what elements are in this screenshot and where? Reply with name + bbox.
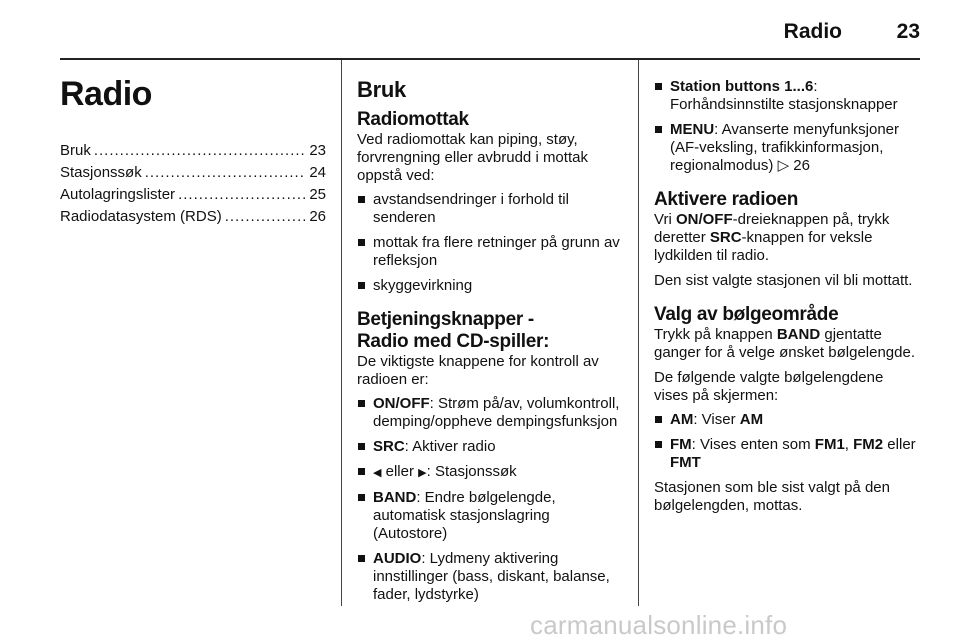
list-item bbox=[357, 277, 623, 295]
key-label: MENU bbox=[670, 121, 715, 138]
page-header bbox=[60, 0, 920, 58]
toc-entry[interactable] bbox=[60, 140, 326, 162]
key-label: BAND bbox=[776, 326, 821, 343]
bullet-icon bbox=[358, 555, 365, 562]
key-label: FM bbox=[670, 436, 692, 453]
item-text: eller bbox=[381, 463, 419, 480]
left-arrow-icon: ◀ bbox=[373, 467, 382, 479]
item-text: eller bbox=[883, 436, 916, 453]
text: Trykk på knappen bbox=[654, 326, 777, 343]
column-divider-1 bbox=[341, 60, 342, 606]
item-text: mottak fra flere retninger på grunn av refleksjon bbox=[373, 234, 620, 269]
display-value: FM2 bbox=[853, 436, 884, 453]
item-text: avstandsendringer i forhold til senderen bbox=[373, 191, 569, 226]
column-2 bbox=[357, 60, 623, 611]
key-label: ON/OFF bbox=[675, 211, 733, 228]
bullet-icon bbox=[358, 494, 365, 501]
column-divider-2 bbox=[638, 60, 639, 606]
subheading-radio-reception: Radiomottak bbox=[357, 109, 469, 130]
paragraph: Den sist valgte stasjonen vil bli mottatt. bbox=[654, 272, 913, 289]
bullet-icon bbox=[358, 196, 365, 203]
list-item bbox=[654, 411, 920, 429]
bullet-icon bbox=[358, 239, 365, 246]
page-reference-icon: ▷ bbox=[777, 157, 790, 174]
watermark: carmanualsonline.info bbox=[530, 610, 788, 640]
item-text: : Forhåndsinnstilte stasjonsknapper bbox=[670, 78, 898, 113]
item-text: : Endre bølgelengde, automatisk stasjonslagring (Autostore) bbox=[373, 489, 556, 542]
subheading-line: Betjeningsknapper - bbox=[357, 309, 534, 330]
display-value: FMT bbox=[670, 454, 701, 471]
text: -knappen for veksle lydkilden til radio. bbox=[654, 229, 873, 264]
column-3 bbox=[654, 60, 920, 515]
text: -dreieknappen på, trykk deretter bbox=[654, 211, 890, 246]
page-reference[interactable]: 26 bbox=[789, 157, 810, 174]
page-number: 23 bbox=[896, 20, 920, 43]
toc-page: 24 bbox=[309, 164, 326, 181]
key-label: ON/OFF bbox=[373, 395, 430, 412]
band-list bbox=[654, 411, 920, 472]
toc-label: Radiodatasystem (RDS) bbox=[60, 208, 222, 225]
bullet-icon bbox=[358, 468, 365, 475]
toc-leader bbox=[178, 184, 306, 206]
bullet-icon bbox=[358, 400, 365, 407]
list-item bbox=[357, 489, 623, 543]
subheading-activate-radio: Aktivere radioen bbox=[654, 189, 799, 210]
item-text: : Lydmeny aktivering innstillinger (bass, diskant, balanse, fader, lydstyrke) bbox=[373, 550, 610, 603]
key-label: SRC bbox=[373, 438, 405, 455]
bullet-icon bbox=[655, 441, 662, 448]
controls-list-continued bbox=[654, 78, 920, 175]
toc-leader bbox=[94, 140, 306, 162]
toc-entry[interactable] bbox=[60, 162, 326, 184]
column-1 bbox=[60, 60, 326, 228]
paragraph: De følgende valgte bølgelengdene vises på skjermen: bbox=[654, 369, 884, 404]
toc-leader bbox=[225, 206, 307, 228]
paragraph: Stasjonen som ble sist valgt på den bølgelengden, mottas. bbox=[654, 479, 890, 514]
text: gjentatte ganger for å velge ønsket bølgelengde. bbox=[654, 326, 915, 361]
controls-list bbox=[357, 395, 623, 604]
list-item bbox=[654, 121, 920, 175]
subheading-band-select: Valg av bølgeområde bbox=[654, 304, 839, 325]
paragraph bbox=[654, 326, 920, 362]
toc-label: Stasjonssøk bbox=[60, 164, 142, 181]
display-value: AM bbox=[739, 411, 764, 428]
text: Vri bbox=[654, 211, 676, 228]
item-text: skyggevirkning bbox=[373, 277, 473, 294]
paragraph: Ved radiomottak kan piping, støy, forvrengning eller avbrudd i mottak oppstå ved: bbox=[357, 131, 588, 184]
bullet-list bbox=[357, 191, 623, 295]
toc-label: Bruk bbox=[60, 142, 91, 159]
toc-entry[interactable] bbox=[60, 184, 326, 206]
item-text: : Avanserte menyfunksjoner (AF-veksling, trafikkinformasjon, regionalmodus) bbox=[670, 121, 899, 174]
list-item bbox=[357, 438, 623, 456]
right-arrow-icon: ▶ bbox=[418, 467, 427, 479]
bullet-icon bbox=[655, 126, 662, 133]
toc-entry[interactable] bbox=[60, 206, 326, 228]
key-label: Station buttons 1...6 bbox=[670, 78, 814, 95]
list-item bbox=[357, 550, 623, 604]
item-text: : Vises enten som bbox=[691, 436, 815, 453]
bullet-icon bbox=[655, 83, 662, 90]
chapter-title: Radio bbox=[60, 75, 152, 113]
item-text: , bbox=[844, 436, 854, 453]
paragraph: De viktigste knappene for kontroll av radioen er: bbox=[357, 353, 599, 388]
list-item bbox=[654, 436, 920, 472]
key-label: BAND bbox=[373, 489, 417, 506]
subheading-controls bbox=[357, 309, 623, 353]
list-item bbox=[357, 395, 623, 431]
display-value: FM1 bbox=[814, 436, 845, 453]
toc-page: 23 bbox=[309, 142, 326, 159]
toc-page: 26 bbox=[309, 208, 326, 225]
item-text: : Viser bbox=[693, 411, 740, 428]
paragraph bbox=[654, 211, 920, 265]
bullet-icon bbox=[358, 443, 365, 450]
toc-label: Autolagringslister bbox=[60, 186, 176, 203]
bullet-icon bbox=[358, 282, 365, 289]
list-item bbox=[357, 234, 623, 270]
item-text: : Aktiver radio bbox=[404, 438, 496, 455]
subheading-line: Radio med CD-spiller: bbox=[357, 331, 550, 352]
list-item bbox=[357, 463, 623, 482]
key-label: AM bbox=[670, 411, 694, 428]
table-of-contents bbox=[60, 140, 326, 228]
list-item bbox=[654, 78, 920, 114]
item-text: : Strøm på/av, volumkontroll, demping/oppheve dempingsfunksjon bbox=[373, 395, 620, 430]
running-title: Radio bbox=[783, 20, 842, 43]
bullet-icon bbox=[655, 416, 662, 423]
item-text: : Stasjonssøk bbox=[426, 463, 517, 480]
section-heading: Bruk bbox=[357, 77, 406, 102]
list-item bbox=[357, 191, 623, 227]
toc-page: 25 bbox=[309, 186, 326, 203]
key-label: SRC bbox=[709, 229, 742, 246]
key-label: AUDIO bbox=[373, 550, 422, 567]
toc-leader bbox=[145, 162, 307, 184]
